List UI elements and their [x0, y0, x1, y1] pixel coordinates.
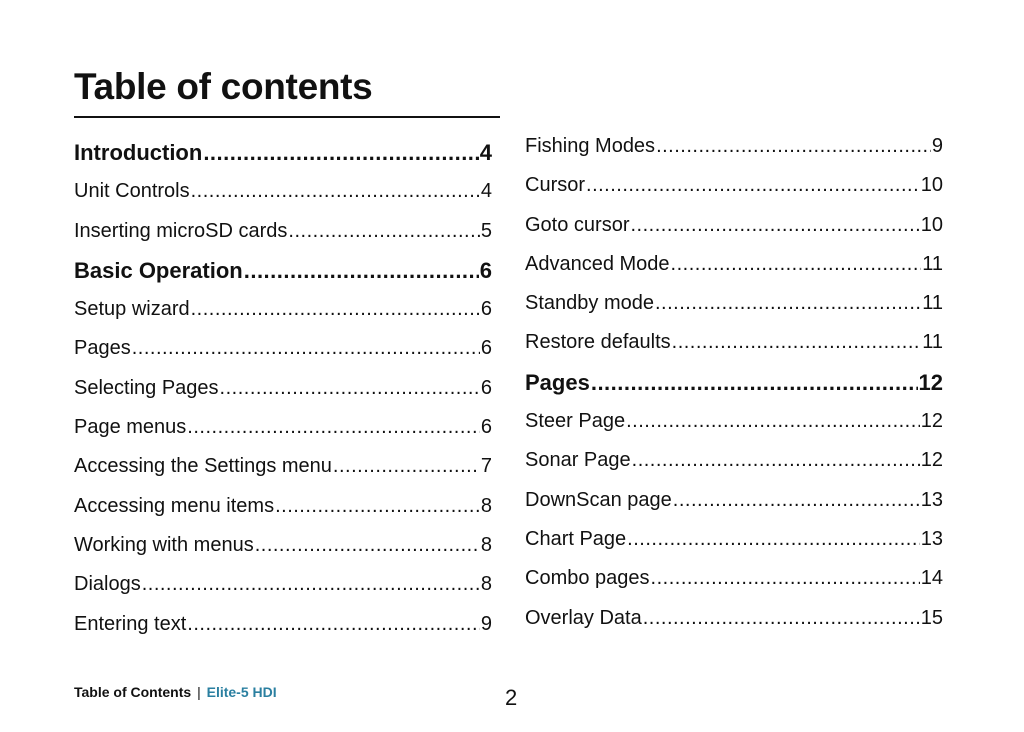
toc-dot-leader — [656, 127, 931, 166]
toc-entry[interactable] — [525, 402, 943, 441]
toc-entry-label: Fishing Modes — [525, 135, 656, 157]
toc-entry-label: Accessing the Settings menu — [74, 455, 332, 478]
toc-entry-label: Pages — [74, 337, 131, 360]
toc-dot-leader — [632, 441, 920, 480]
toc-dot-leader — [333, 447, 480, 486]
toc-entry-label: DownScan page — [525, 488, 672, 511]
toc-entry-label: Goto cursor — [525, 213, 630, 236]
toc-dot-leader — [275, 487, 480, 526]
toc-entry-label: Pages — [525, 369, 590, 395]
title-underline — [74, 116, 500, 118]
toc-entry-page: 14 — [920, 567, 943, 590]
toc-entry[interactable] — [74, 447, 492, 486]
toc-entry-label: Restore defaults — [525, 331, 671, 354]
footer-section: Table of Contents — [74, 684, 192, 700]
toc-section-heading[interactable] — [74, 133, 492, 172]
toc-column-right — [525, 127, 943, 638]
toc-entry-page: 13 — [920, 488, 943, 511]
toc-entry-label: Working with menus — [74, 533, 254, 556]
toc-entry[interactable] — [74, 487, 492, 526]
toc-entry-page: 6 — [480, 298, 492, 321]
toc-dot-leader — [288, 212, 479, 251]
toc-entry[interactable] — [525, 127, 943, 166]
page-title: Table of contents — [74, 66, 373, 107]
toc-entry[interactable] — [74, 565, 492, 604]
toc-entry-label: Advanced Mode — [525, 252, 670, 275]
toc-entry-page: 5 — [480, 219, 492, 242]
toc-dot-leader — [255, 526, 480, 565]
toc-entry[interactable] — [525, 166, 943, 205]
toc-entry-page: 11 — [922, 331, 943, 354]
footer-product: Elite-5 HDI — [206, 684, 277, 700]
toc-dot-leader — [142, 565, 480, 604]
toc-entry-page: 7 — [480, 455, 492, 478]
toc-dot-leader — [591, 363, 918, 402]
toc-dot-leader — [191, 172, 480, 211]
footer-running-title — [74, 684, 277, 700]
toc-entry-page: 10 — [920, 174, 943, 197]
toc-entry-label: Standby mode — [525, 292, 654, 315]
toc-entry-label: Entering text — [74, 612, 187, 635]
toc-dot-leader — [672, 323, 922, 362]
toc-entry-label: Cursor — [525, 174, 586, 197]
toc-entry[interactable] — [525, 441, 943, 480]
toc-dot-leader — [220, 369, 480, 408]
toc-entry-page: 13 — [920, 527, 943, 550]
toc-entry-page: 6 — [480, 376, 492, 399]
toc-entry[interactable] — [525, 245, 943, 284]
toc-dot-leader — [187, 605, 480, 644]
toc-dot-leader — [630, 206, 919, 245]
toc-dot-leader — [643, 599, 920, 638]
toc-dot-leader — [244, 251, 479, 290]
toc-entry-label: Unit Controls — [74, 180, 190, 203]
toc-dot-leader — [673, 481, 920, 520]
toc-entry[interactable] — [525, 599, 943, 638]
toc-entry-label: Sonar Page — [525, 449, 631, 472]
toc-dot-leader — [132, 329, 480, 368]
toc-dot-leader — [651, 559, 920, 598]
toc-entry-page: 9 — [931, 135, 943, 157]
toc-entry-label: Setup wizard — [74, 298, 190, 321]
toc-entry-label: Dialogs — [74, 573, 141, 596]
toc-entry-label: Selecting Pages — [74, 376, 219, 399]
toc-entry[interactable] — [74, 329, 492, 368]
footer-separator: | — [197, 684, 201, 700]
toc-entry-label: Steer Page — [525, 410, 626, 433]
toc-entry-label: Combo pages — [525, 567, 650, 590]
toc-entry[interactable] — [74, 369, 492, 408]
toc-entry-label: Page menus — [74, 416, 187, 439]
toc-entry-page: 6 — [480, 416, 492, 439]
toc-entry[interactable] — [74, 212, 492, 251]
toc-section-heading[interactable] — [74, 251, 492, 290]
toc-entry-page: 4 — [479, 140, 492, 165]
toc-dot-leader — [627, 520, 920, 559]
toc-dot-leader — [203, 133, 478, 172]
page-number: 2 — [505, 685, 518, 710]
toc-entry-page: 9 — [480, 612, 492, 635]
toc-entry-page: 8 — [480, 494, 492, 517]
toc-entry-label: Inserting microSD cards — [74, 219, 288, 242]
toc-entry[interactable] — [525, 481, 943, 520]
toc-entry-page: 8 — [480, 533, 492, 556]
toc-entry-label: Accessing menu items — [74, 494, 275, 517]
toc-entry-page: 4 — [480, 180, 492, 203]
toc-entry-page: 12 — [920, 410, 943, 433]
toc-entry[interactable] — [525, 206, 943, 245]
toc-column-left — [74, 133, 492, 644]
toc-entry-page: 12 — [918, 369, 943, 395]
toc-entry[interactable] — [74, 172, 492, 211]
toc-entry[interactable] — [74, 408, 492, 447]
toc-entry-page: 11 — [922, 292, 943, 315]
toc-entry-label: Basic Operation — [74, 257, 243, 283]
toc-entry-label: Chart Page — [525, 527, 627, 550]
toc-entry-label: Introduction — [74, 140, 203, 165]
toc-entry-page: 10 — [920, 213, 943, 236]
toc-entry[interactable] — [525, 520, 943, 559]
toc-entry-page: 6 — [479, 257, 492, 283]
toc-entry[interactable] — [525, 323, 943, 362]
toc-dot-leader — [586, 166, 920, 205]
toc-entry[interactable] — [74, 290, 492, 329]
toc-entry[interactable] — [525, 284, 943, 323]
toc-entry-page: 15 — [920, 606, 943, 629]
toc-entry[interactable] — [525, 559, 943, 598]
toc-dot-leader — [626, 402, 920, 441]
toc-entry-page: 12 — [920, 449, 943, 472]
toc-entry-page: 11 — [922, 252, 943, 275]
toc-section-heading[interactable] — [525, 363, 943, 402]
toc-entry-page: 6 — [480, 337, 492, 360]
toc-dot-leader — [191, 290, 480, 329]
toc-dot-leader — [671, 245, 922, 284]
toc-entry-label: Overlay Data — [525, 606, 642, 629]
toc-entry-page: 8 — [480, 573, 492, 596]
toc-dot-leader — [187, 408, 480, 447]
toc-dot-leader — [655, 284, 921, 323]
toc-entry[interactable] — [74, 526, 492, 565]
toc-entry[interactable] — [74, 605, 492, 644]
